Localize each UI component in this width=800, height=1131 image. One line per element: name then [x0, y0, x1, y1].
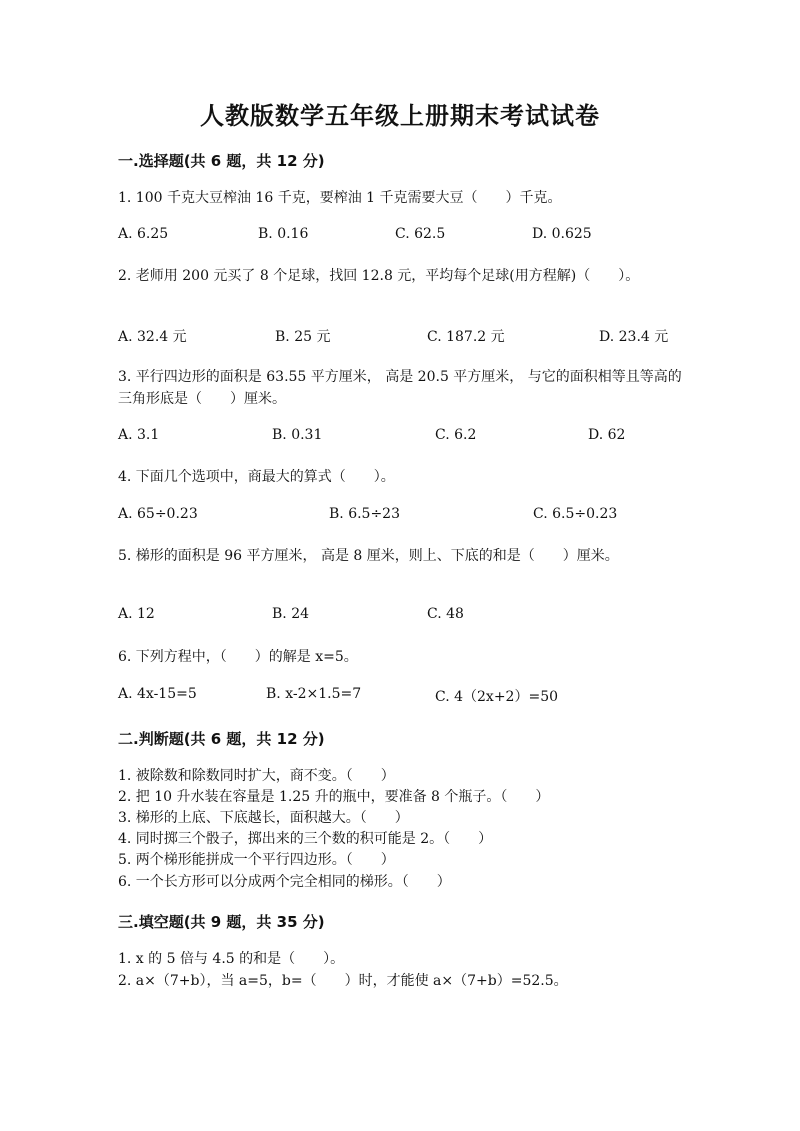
option-a: A. 12	[118, 606, 155, 622]
option-d: D. 0.625	[532, 226, 592, 242]
option-b: B. 24	[272, 606, 310, 622]
option-a: A. 32.4 元	[118, 329, 187, 345]
option-c: C. 6.5÷0.23	[533, 506, 618, 522]
question-1-5: 5. 梯形的面积是 96 平方厘米， 高是 8 厘米，则上、下底的和是（ ）厘米。	[118, 548, 619, 564]
option-d: D. 23.4 元	[599, 329, 669, 345]
judgement-item-3: 3. 梯形的上底、下底越长，面积越大。（ ）	[118, 810, 409, 826]
option-c: C. 62.5	[395, 226, 446, 242]
question-1-1: 1. 100 千克大豆榨油 16 千克，要榨油 1 千克需要大豆（ ）千克。	[118, 190, 562, 206]
option-b: B. 6.5÷23	[329, 506, 400, 522]
option-a: A. 3.1	[118, 427, 160, 443]
option-a: A. 65÷0.23	[118, 506, 198, 522]
question-1-1-options	[118, 226, 688, 248]
option-a: A. 6.25	[118, 226, 169, 242]
option-c: C. 4（2x+2）=50	[435, 689, 559, 705]
question-1-3-options	[118, 427, 688, 449]
judgement-item-6: 6. 一个长方形可以分成两个完全相同的梯形。（ ）	[118, 874, 451, 890]
question-1-2-options	[118, 326, 688, 348]
question-1-2: 2. 老师用 200 元买了 8 个足球，找回 12.8 元，平均每个足球(用方程解)（ ）。	[118, 268, 640, 284]
judgement-item-4: 4. 同时掷三个骰子，掷出来的三个数的积可能是 2。（ ）	[118, 831, 493, 847]
option-c: C. 48	[427, 606, 464, 622]
question-1-3: 3. 平行四边形的面积是 63.55 平方厘米， 高是 20.5 平方厘米， 与它的面积相等且等高的三角形底是（ ）厘米。	[118, 369, 682, 407]
option-c: C. 6.2	[435, 427, 477, 443]
fill-item-2: 2. a×（7+b），当 a=5，b=（ ）时，才能使 a×（7+b）=52.5。	[118, 973, 568, 989]
option-b: B. 25 元	[275, 329, 331, 345]
question-1-4-options	[118, 506, 688, 528]
exam-title: 人教版数学五年级上册期末考试试卷	[200, 101, 600, 130]
option-b: B. 0.16	[258, 226, 309, 242]
option-d: D. 62	[588, 427, 626, 443]
question-1-6: 6. 下列方程中，（ ）的解是 x=5。	[118, 649, 358, 665]
option-a: A. 4x-15=5	[118, 686, 197, 702]
option-b: B. 0.31	[272, 427, 323, 443]
question-1-5-options	[118, 606, 688, 628]
section-heading-fill-blank: 三.填空题(共 9 题，共 35 分)	[118, 913, 325, 931]
judgement-item-5: 5. 两个梯形能拼成一个平行四边形。（ ）	[118, 852, 395, 868]
fill-item-1: 1. x 的 5 倍与 4.5 的和是（ ）。	[118, 951, 345, 967]
section-heading-choice: 一.选择题(共 6 题，共 12 分)	[118, 152, 325, 170]
section-heading-true-false: 二.判断题(共 6 题，共 12 分)	[118, 730, 325, 748]
judgement-item-2: 2. 把 10 升水装在容量是 1.25 升的瓶中，要准备 8 个瓶子。（ ）	[118, 789, 550, 805]
question-1-4: 4. 下面几个选项中，商最大的算式（ ）。	[118, 469, 395, 485]
judgement-item-1: 1. 被除数和除数同时扩大，商不变。（ ）	[118, 768, 395, 784]
question-1-6-options	[118, 686, 688, 708]
option-c: C. 187.2 元	[427, 329, 505, 345]
option-b: B. x-2×1.5=7	[266, 686, 362, 702]
